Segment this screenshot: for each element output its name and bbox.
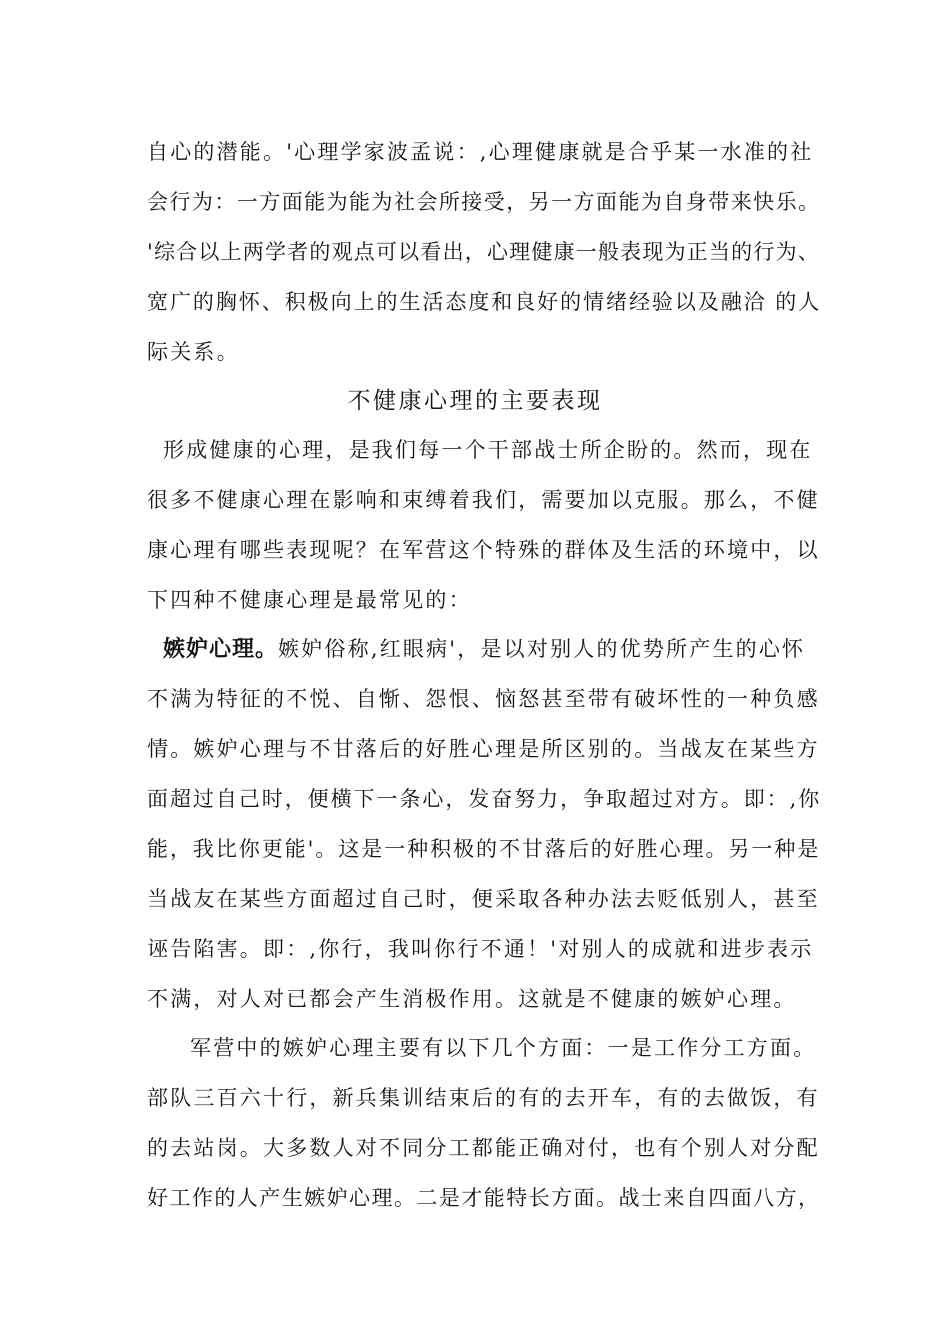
jealousy-line-5: 能，我比你更能'。这是一种积极的不甘落后的好胜心理。另一种是 <box>147 837 821 861</box>
overview-line-4: 下四种不健康心理是最常见的： <box>147 588 472 612</box>
jealousy-line-1 <box>163 634 805 664</box>
intro-line-4: 宽广的胸怀、积极向上的生活态度和良好的情绪经验以及融洽 的人 <box>147 290 822 314</box>
jealousy-line-1-text: 嫉妒俗称,红眼病'，是以对别人的优势所产生的心怀 <box>278 637 806 661</box>
jealousy-line-8: 不满，对人对已都会产生消极作用。这就是不健康的嫉妒心理。 <box>147 987 797 1011</box>
section-heading: 不健康心理的主要表现 <box>347 388 603 414</box>
military-line-4: 好工作的人产生嫉妒心理。二是才能特长方面。战士来自四面八方， <box>147 1186 821 1210</box>
military-line-3: 的去站岗。大多数人对不同分工都能正确对付，也有个别人对分配 <box>147 1136 820 1160</box>
overview-line-1: 形成健康的心理，是我们每一个干部战士所企盼的。然而，现在 <box>163 438 813 462</box>
overview-line-2: 很多不健康心理在影响和束缚着我们，需要加以克服。那么，不健 <box>147 488 820 512</box>
intro-line-5: 际关系。 <box>147 340 240 364</box>
military-line-2: 部队三百六十行，新兵集训结束后的有的去开车，有的去做饭，有 <box>147 1086 820 1110</box>
jealousy-lead-term: 嫉妒心理。 <box>163 636 279 662</box>
intro-line-1: 自心的潜能。'心理学家波孟说：,心理健康就是合乎某一水准的社 <box>147 140 814 164</box>
jealousy-line-4: 面超过自己时，便横下一条心，发奋努力，争取超过对方。即：,你 <box>147 787 822 811</box>
intro-line-2: 会行为：一方面能为能为社会所接受，另一方面能为自身带来快乐。 <box>147 190 821 214</box>
jealousy-line-2: 不满为特征的不悦、自惭、怨恨、恼怒甚至带有破坏性的一种负感 <box>147 687 820 711</box>
jealousy-line-6: 当战友在某些方面超过自己时，便采取各种办法去贬低别人，甚至 <box>147 887 820 911</box>
jealousy-line-3: 情。嫉妒心理与不甘落后的好胜心理是所区别的。当战友在某些方 <box>147 737 820 761</box>
military-line-1: 军营中的嫉妒心理主要有以下几个方面：一是工作分工方面。 <box>190 1036 817 1060</box>
overview-line-3: 康心理有哪些表现呢？在军营这个特殊的群体及生活的环境中，以 <box>147 538 820 562</box>
jealousy-line-7: 诬告陷害。即：,你行，我叫你行不通！'对别人的成就和进步表示 <box>147 937 814 961</box>
intro-line-3: '综合以上两学者的观点可以看出，心理健康一般表现为正当的行为、 <box>147 240 820 264</box>
